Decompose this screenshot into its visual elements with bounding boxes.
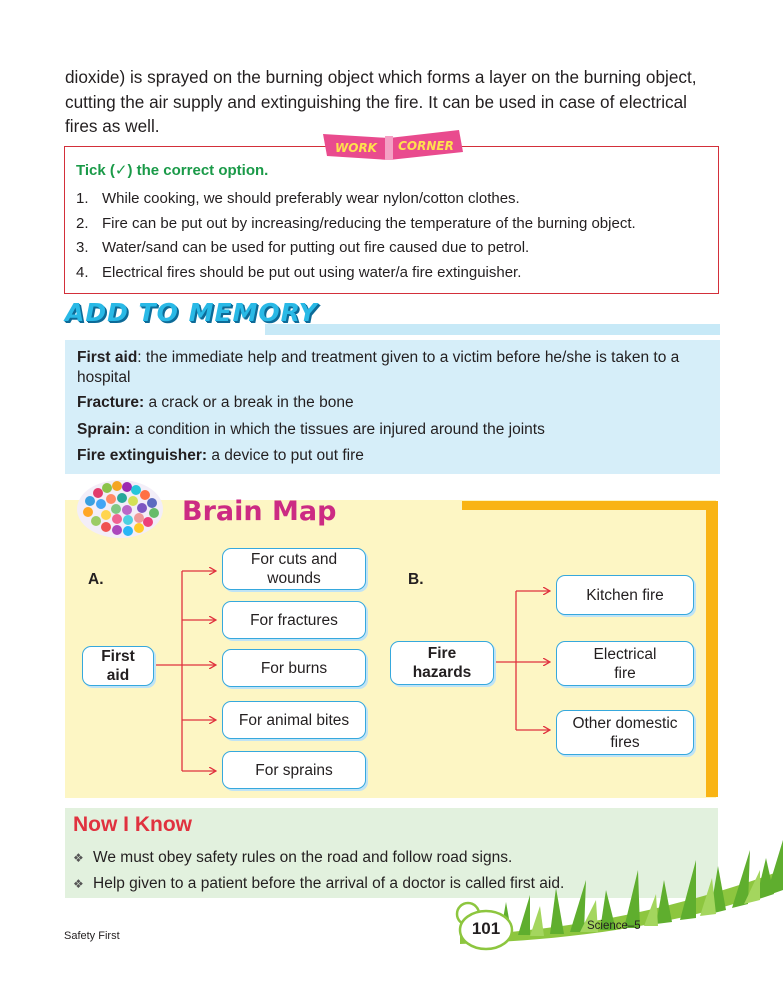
list-item: ❖ We must obey safety rules on the road and follow road signs. [73,849,513,866]
add-to-memory-title: ADD TO MEMORY [65,298,318,327]
intro-line: cutting the air supply and extinguishing the fire. It can be used in case of electrical [65,91,687,112]
work-corner-title: Tick (✓) the correct option. [76,162,269,179]
list-item: 2. Fire can be put out by increasing/reducing the temperature of the burning object. [76,214,636,232]
definition-fire-extinguisher: Fire extinguisher: a device to put out fire [77,447,364,464]
section-a-label: A. [88,571,104,588]
now-i-know-title: Now I Know [73,813,192,836]
list-item: 3. Water/sand can be used for putting out fire caused due to petrol. [76,239,530,256]
corner-badge-text: CORNER [398,139,454,153]
node-fire-hazards: Fire hazards [390,641,494,685]
work-badge-text: WORK [335,141,377,155]
page-number: 101 [471,919,501,938]
node-cuts-and-wounds: For cuts and wounds [222,548,366,590]
definition-fracture: Fracture: a crack or a break in the bone [77,394,354,411]
definition-first-aid: First aid: the immediate help and treatment given to a victim before he/she is taken to a hospital [77,349,680,386]
node-sprains: For sprains [222,751,366,789]
definition-sprain: Sprain: a condition in which the tissues are injured around the joints [77,421,545,438]
node-animal-bites: For animal bites [222,701,366,739]
section-b-label: B. [408,571,424,588]
subject-label: Science–5 [587,920,641,932]
intro-line: fires as well. [65,116,160,136]
node-burns: For burns [222,649,366,687]
intro-line: dioxide) is sprayed on the burning object which forms a layer on the burning object, [65,67,697,87]
brain-map-title: Brain Map [182,496,337,527]
chapter-label: Safety First [64,930,120,942]
node-other-domestic-fires: Other domestic fires [556,710,694,755]
list-item: ❖ Help given to a patient before the arrival of a doctor is called first aid. [73,875,565,892]
node-fractures: For fractures [222,601,366,639]
diamond-bullet-icon: ❖ [73,851,84,865]
node-kitchen-fire: Kitchen fire [556,575,694,615]
node-electrical-fire: Electrical fire [556,641,694,686]
list-item: 4. Electrical fires should be put out using water/a fire extinguisher. [76,263,522,281]
diamond-bullet-icon: ❖ [73,877,84,891]
list-item: 1. While cooking, we should preferably wear nylon/cotton clothes. [76,190,520,207]
node-first-aid: First aid [82,646,154,686]
